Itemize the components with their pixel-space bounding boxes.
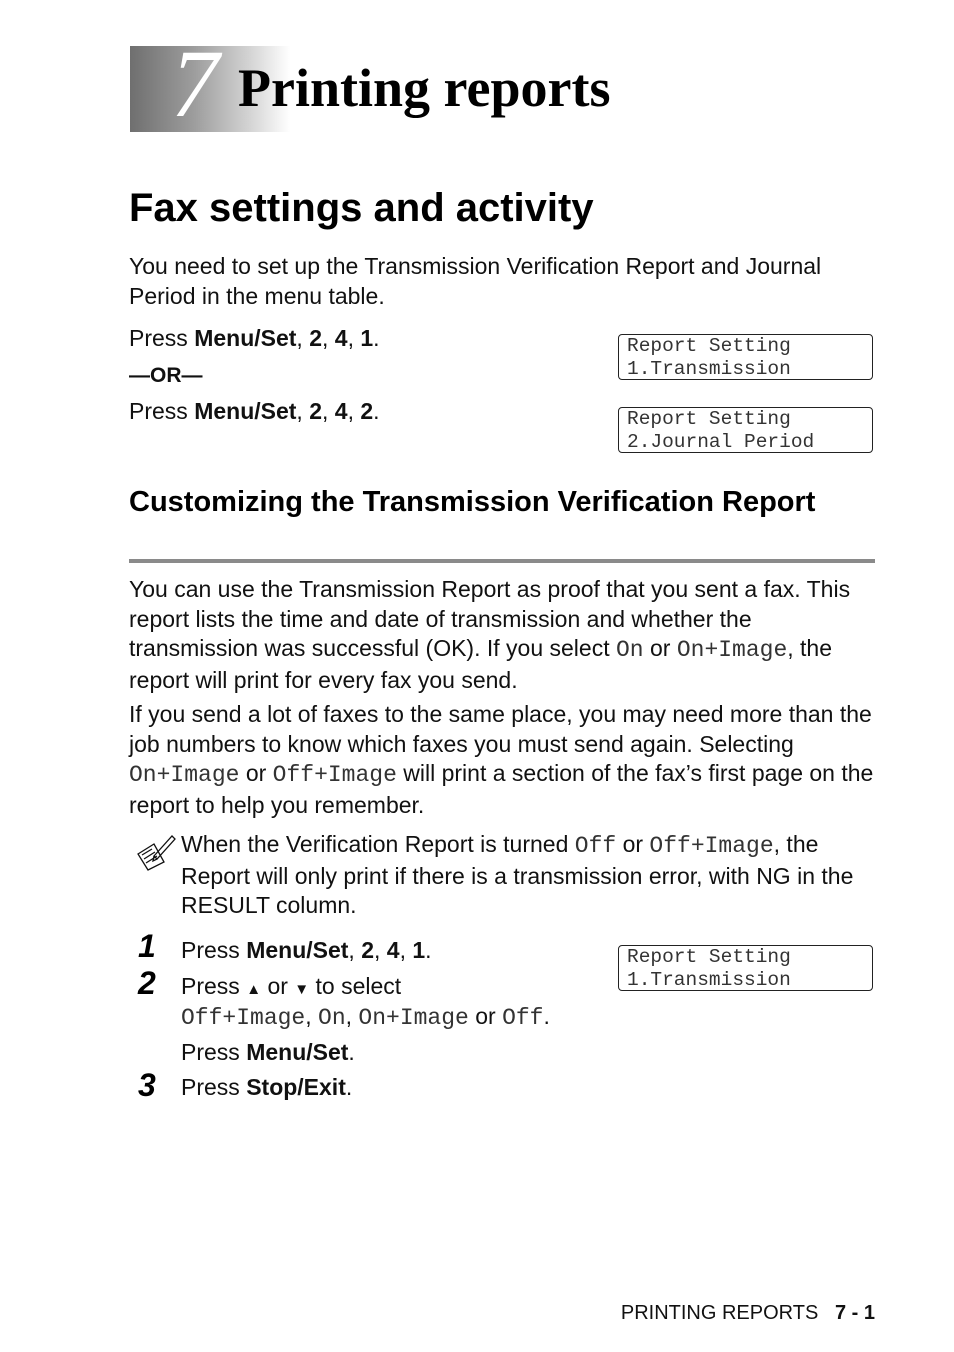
step-2-line-2: Off+Image, On, On+Image or Off. bbox=[181, 1003, 550, 1031]
up-arrow-icon: ▲ bbox=[246, 981, 262, 998]
press-line-2: Press Menu/Set, 2, 4, 2. bbox=[129, 398, 380, 424]
note-text: When the Verification Report is turned Off or Off+Image, the Report will only print if there is a transmission error, with NG in the RESULT column. bbox=[181, 831, 854, 918]
chapter-title: Printing reports bbox=[238, 58, 611, 118]
paragraph-transmission-report: You can use the Transmission Report as proof that you sent a fax. This report lists the time and date of transmission and whether the transmission was successful (OK). If you select On or On+Image, the report will print for every fax you send. bbox=[129, 576, 851, 693]
intro-paragraph: You need to set up the Transmission Verification Report and Journal Period in the menu table. bbox=[129, 253, 822, 309]
subsection-title: Customizing the Transmission Verification Report bbox=[129, 486, 816, 518]
lcd-display-journal-period: Report Setting 2.Journal Period bbox=[618, 407, 873, 453]
step-1-text: Press Menu/Set, 2, 4, 1. bbox=[181, 937, 432, 963]
step-number-2: 2 bbox=[138, 965, 156, 1001]
lcd-display-transmission: Report Setting 1.Transmission bbox=[618, 334, 873, 380]
step-2-line-1: Press ▲ or ▼ to select bbox=[181, 973, 402, 999]
section-title: Fax settings and activity bbox=[129, 186, 594, 230]
down-arrow-icon: ▼ bbox=[294, 981, 310, 998]
subsection-rule bbox=[129, 559, 875, 563]
footer-chapter-label: PRINTING REPORTS bbox=[620, 1302, 819, 1324]
step-2-line-3: Press Menu/Set. bbox=[181, 1039, 355, 1065]
note-pencil-icon bbox=[134, 832, 176, 872]
footer-page-number: 7 - 1 bbox=[834, 1302, 875, 1324]
step-number-3: 3 bbox=[138, 1067, 156, 1103]
lcd-display-step: Report Setting 1.Transmission bbox=[618, 945, 873, 991]
press-line-1: Press Menu/Set, 2, 4, 1. bbox=[129, 325, 380, 351]
chapter-number: 7 bbox=[171, 30, 219, 137]
step-number-1: 1 bbox=[138, 928, 156, 964]
step-3-text: Press Stop/Exit. bbox=[181, 1074, 353, 1100]
page-footer bbox=[621, 1300, 875, 1326]
or-separator: —OR— bbox=[129, 364, 203, 387]
paragraph-image-option: If you send a lot of faxes to the same place, you may need more than the job numbers to know which faxes you must send again. Selecting On+Image or Off+Image will print a section of the fax’s first page on the report to help you remember. bbox=[129, 701, 874, 818]
